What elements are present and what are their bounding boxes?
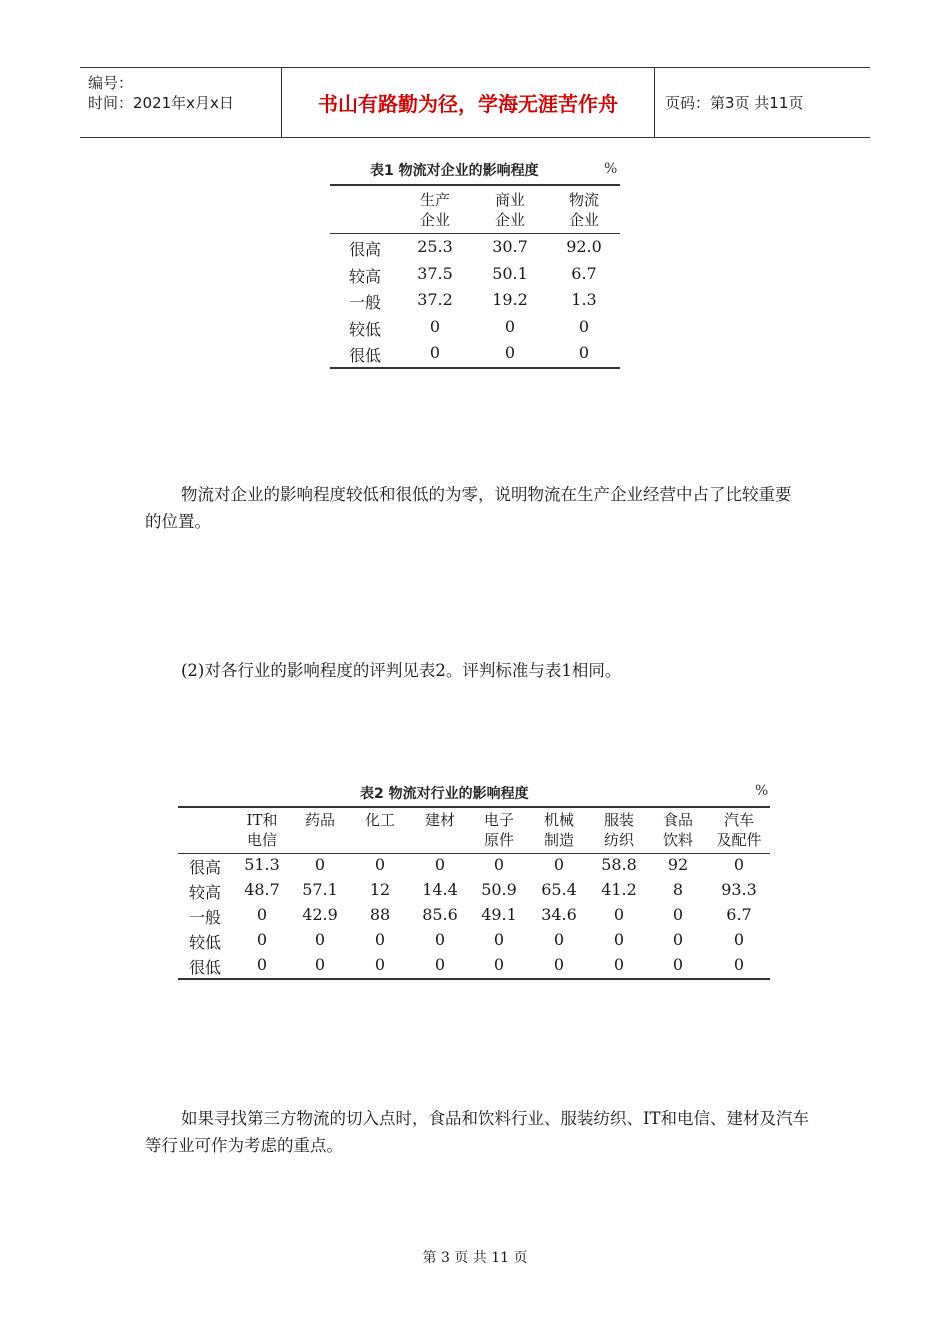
table2-cell: 0 [493,955,505,974]
table2-cell: 0 [256,930,268,949]
table2-col-header: 药品 [304,811,335,829]
table2-row-label: 很低 [188,958,221,977]
table2-cell: 41.2 [601,880,637,899]
table1-cell: 37.2 [417,290,453,309]
table1-cell: 0 [504,316,516,336]
table2-col-header: 食品 饮料 [662,811,693,849]
table2-row-label: 较高 [188,883,221,902]
table1-cell: 30.7 [492,237,528,256]
table1-row-label: 较低 [348,319,381,339]
table2-cell: 12 [369,880,391,899]
table1-cell: 19.2 [492,290,528,309]
table2-cell: 0 [733,955,745,974]
table-2-unit: % [755,783,769,799]
table1-row-label: 较高 [348,266,381,286]
table2-cell: 51.3 [244,855,280,874]
table2-row-label: 一般 [188,908,221,927]
table1-col-header: 商业 企业 [494,191,525,229]
table1-col-header: 物流 企业 [568,191,599,229]
table1-cell: 0 [578,343,590,362]
table-2-bottom-rule [178,978,770,980]
header-page-info: 页码：第3页 共11页 [665,94,804,112]
table2-cell: 92 [667,855,689,874]
table2-cell: 0 [672,930,684,949]
table2-cell: 0 [493,855,505,874]
table2-col-header: 电子 原件 [483,811,514,849]
table2-cell: 0 [256,955,268,974]
table-1-head-rule [330,233,620,234]
table1-row-label: 很高 [348,240,381,259]
header-meta [80,68,282,137]
table2-cell: 42.9 [302,905,338,924]
table1-col-header: 生产 企业 [419,191,450,229]
table2-row-label: 很高 [188,858,221,877]
table2-col-header: 机械 制造 [543,811,574,849]
table2-col-header: 汽车 及配件 [716,811,762,849]
table2-cell: 0 [613,930,625,949]
table2-cell: 0 [613,905,625,924]
table2-cell: 50.9 [481,880,517,899]
table1-cell: 37.5 [417,263,453,283]
table2-cell: 0 [374,930,386,949]
table2-cell: 58.8 [601,855,637,874]
table2-cell: 85.6 [422,905,458,924]
table1-row-label: 很低 [348,346,381,365]
page-footer: 第 3 页 共 11 页 [422,1250,528,1266]
table2-row-label: 较低 [188,933,221,952]
table2-cell: 0 [314,855,326,874]
table2-cell: 93.3 [721,880,757,899]
table2-cell: 65.4 [541,880,577,899]
table1-cell: 6.7 [571,263,597,283]
table2-cell: 57.1 [302,880,338,899]
table2-cell: 0 [256,905,268,924]
table2-cell: 0 [493,930,505,949]
table2-cell: 49.1 [481,905,517,924]
table1-cell: 92.0 [566,237,602,256]
table1-cell: 0 [429,316,441,336]
table2-cell: 0 [434,855,446,874]
table2-cell: 0 [672,905,684,924]
table2-cell: 0 [434,955,446,974]
table2-cell: 0 [374,855,386,874]
table2-cell: 0 [434,930,446,949]
table2-cell: 0 [733,930,745,949]
table-1-top-rule [330,184,620,186]
table-2-title: 表2 物流对行业的影响程度 [360,786,529,802]
table2-cell: 0 [314,930,326,949]
table2-cell: 0 [613,955,625,974]
table1-cell: 50.1 [492,263,528,283]
table2-cell: 0 [672,955,684,974]
table2-col-header: 服装 纺织 [603,811,634,849]
table1-row-label: 一般 [348,293,381,312]
header-motto: 书山有路勤为径，学海无涯苦作舟 [282,68,655,137]
table-1-title: 表1 物流对企业的影响程度 [370,163,539,179]
table2-cell: 8 [672,880,684,899]
paragraph-1: 物流对企业的影响程度较低和很低的为零，说明物流在生产企业经营中占了比较重要的位置。 [145,485,792,531]
table2-cell: 0 [553,955,565,974]
table2-cell: 0 [553,855,565,874]
table-1-bottom-rule [330,367,620,369]
table2-col-header: 建材 [424,811,455,829]
table2-cell: 88 [369,905,391,924]
code-label: 编号： [88,74,134,92]
table1-cell: 0 [429,343,441,362]
table2-cell: 0 [553,930,565,949]
table2-cell: 14.4 [422,880,458,899]
table1-cell: 1.3 [571,290,597,309]
table-1-unit: % [604,161,618,177]
table1-cell: 25.3 [417,237,453,256]
time-label: 时间：2021年x月x日 [88,94,234,112]
table2-cell: 48.7 [244,880,280,899]
table-2-head-rule [178,853,770,854]
paragraph-3: 如果寻找第三方物流的切入点时，食品和饮料行业、服装纺织、IT和电信、建材及汽车等行业可作为考虑的重点。 [145,1109,810,1155]
table1-cell: 0 [504,343,516,362]
table2-col-header: 化工 [364,811,395,829]
table2-col-header: IT和 电信 [246,811,278,849]
paragraph-2: (2)对各行业的影响程度的评判见表2。评判标准与表1相同。 [181,661,622,680]
table2-cell: 0 [733,855,745,874]
table2-cell: 34.6 [541,905,577,924]
table1-cell: 0 [578,316,590,336]
page-header [80,67,870,138]
table2-cell: 6.7 [726,905,752,924]
table2-cell: 0 [314,955,326,974]
table2-cell: 0 [374,955,386,974]
table-2-top-rule [178,806,770,808]
